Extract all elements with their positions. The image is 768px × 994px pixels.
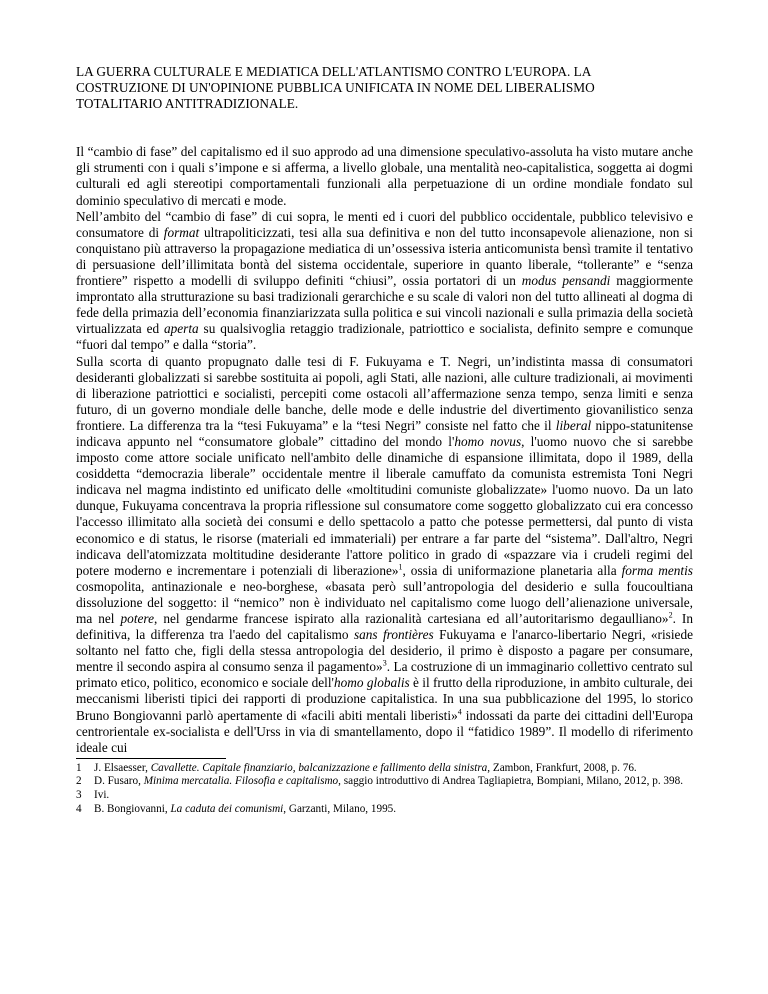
title-line: COSTRUZIONE DI UN'OPINIONE PUBBLICA UNIFICATA IN NOME DEL LIBERALISMO xyxy=(76,80,595,96)
paragraph xyxy=(76,144,693,208)
footnote-ref: 2 xyxy=(668,610,673,620)
text-run: J. Elsaesser, xyxy=(94,761,151,774)
paragraph xyxy=(76,354,693,756)
footnote-text xyxy=(94,775,693,789)
italic-text: potere xyxy=(120,611,154,626)
text-run: ultrapoliticizzati, tesi alla sua definitiva e non del tutto inconsapevole alienazione, non si conquistano più attraverso la propagazione mediatica di un’ossessiva isteria anticomunista bensì tramite il tentativo di persuasione dell’illimitata bontà del sistema occidentale, superiore in quanto liberale, “tollerante” e “senza frontiere” rispetto a modelli di sviluppo definiti “chiusi”, ossia portatori di un xyxy=(76,224,693,289)
footnote-text xyxy=(94,789,693,803)
text-run: . La costruzione di un immaginario collettivo centrato sul primato etico, politico, economico e sociale dell' xyxy=(76,659,694,691)
title-gap xyxy=(76,128,693,144)
text-run: , l'uomo nuovo che si sarebbe imposto come attore sociale unificato nell'ambito delle dinamiche di espansione illimitata, dopo il 1989, della cosiddetta “democrazia liberale” occidentale mentre il liberale camuffato da comunista estremista Toni Negri indicava nel magma indistinto ed unificato delle «moltitudini comuniste globalizzate» l'uomo nuovo. Da un lato dunque, Fukuyama concentrava la propria riflessione sul consumatore come soggetto globalizzato cui era concesso l'accesso illimitato alla società dei consumi e dello spettacolo a patto che potesse permettersi, dal punto di vista economico e di status, le risorse (materiali ed immateriali) per entrare a far parte del “sistema”. Dall'altro, Negri indicava dell'atomizzata moltitudine desiderante l'attore politico in grado di «spazzare via i crudeli regimi del potere moderno e incrementare i potenziali di liberazione» xyxy=(76,433,693,578)
document-title xyxy=(76,64,693,112)
footnote-number: 2 xyxy=(76,775,82,788)
text-run: Sulla scorta di quanto propugnato dalle tesi di F. Fukuyama e T. Negri, un’indistinta massa di consumatori desideranti globalizzati si sarebbe sostituita ai popoli, agli Stati, alle nazioni, alle culture tradizionali, ai movimenti di liberazione patriottici e socialisti, percepiti come ostacoli all’affermazione senza tempo, senza limiti e senza futuro, di un governo mondiale delle banche, delle mode e delle industrie del divertimento giovanilistico senza frontiere. La differenza tra la “tesi Fukuyama” e la “tesi Negri” consiste nel fatto che il xyxy=(76,353,693,433)
footnote-ref: 3 xyxy=(382,658,387,668)
paragraph xyxy=(76,209,693,354)
text-run: maggiormente improntato alla strutturazione su basi tradizionali gerarchiche e su scale di valori non del tutto allineati al dogma di fede della primazia dell’economia finanziarizzata sulla politica e sui vincoli nazionali e sulla primazia della società virtualizzata ed xyxy=(76,273,693,337)
text-run: Ivi. xyxy=(94,789,110,802)
italic-text: modus pensandi xyxy=(521,273,611,289)
italic-text: forma mentis xyxy=(621,562,693,578)
footnote-number: 3 xyxy=(76,789,82,802)
title-line: LA GUERRA CULTURALE E MEDIATICA DELL'ATLANTISMO CONTRO L'EUROPA. LA xyxy=(76,64,592,79)
text-run: , Zambon, Frankfurt, 2008, p. 76. xyxy=(487,761,637,774)
text-run: è il frutto della riproduzione, in ambito culturale, dei meccanismi liberisti tipici dei rapporti di produzione capitalistica. In una sua pubblicazione del 1995, lo storico Bruno Bongiovanni parlò apertamente di «facili abiti mentali liberisti» xyxy=(76,675,693,723)
footnotes xyxy=(76,762,693,816)
italic-text: liberal xyxy=(555,417,592,433)
italic-text: aperta xyxy=(163,321,199,337)
text-run: . In definitiva, la differenza tra l'aedo del capitalismo xyxy=(76,611,693,643)
text-run: , saggio introduttivo di Andrea Tagliapietra, Bompiani, Milano, 2012, p. 398. xyxy=(338,775,684,788)
text-run: , Garzanti, Milano, 1995. xyxy=(283,802,397,815)
footnote-text xyxy=(94,803,693,817)
text-run: , ossia di uniformazione planetaria alla xyxy=(402,562,622,578)
italic-text: homo globalis xyxy=(333,675,410,691)
footnote-text xyxy=(94,762,693,776)
italic-text: La caduta dei comunismi xyxy=(170,802,284,815)
text-run: indossati da parte dei cittadini dell'Europa centrorientale ex-socialista e dell'Urss in via di smantellamento, dopo il “fatidico 1989”. Il modello di riferimento ideale cui xyxy=(76,707,693,755)
text-run: Fukuyama e l'anarco-libertario Negri, «risiede soltanto nel fatto che, figli della stessa antropologia del desiderio, il primo è disposto a pagare per consumare, mentre il secondo aspira al consumo senza il pagamento» xyxy=(76,627,693,675)
italic-text: Minima mercatalia. Filosofia e capitalismo xyxy=(143,775,339,788)
italic-text: homo novus xyxy=(454,433,522,449)
title-gap xyxy=(76,112,693,128)
body-text xyxy=(76,144,693,756)
text-run: D. Fusaro, xyxy=(94,775,144,788)
footnote-number: 4 xyxy=(76,802,82,815)
footnote-ref: 1 xyxy=(398,562,403,572)
footnote xyxy=(76,789,693,803)
footnote xyxy=(76,775,693,789)
italic-text: format xyxy=(163,224,200,240)
text-run: nippo-statunitense indicava appunto nel “consumatore globale” cittadino del mondo l' xyxy=(76,417,693,449)
document-page xyxy=(76,64,693,816)
text-run: B. Bongiovanni, xyxy=(94,802,171,815)
text-run: Nell’ambito del “cambio di fase” di cui sopra, le menti ed i cuori del pubblico occidentale, pubblico televisivo e consumatore di xyxy=(76,208,693,240)
italic-text: Cavallette. Capitale finanziario, balcanizzazione e fallimento della sinistra xyxy=(150,761,488,774)
footnote xyxy=(76,803,693,817)
italic-text: sans frontières xyxy=(353,627,434,643)
text-run: Il “cambio di fase” del capitalismo ed il suo approdo ad una dimensione speculativo-assoluta ha visto mutare anche gli strumenti con i quali s’impone e si afferma, a livello globale, una mentalità neo-capitalistica, soggetta ai dogmi culturali ed agli stereotipi comportamentali funzionali alla perpetuazione di un ordine mondiale fondato sul dominio speculativo di mercati e mode. xyxy=(76,144,693,208)
text-run: , nel gendarme francese ispirato alla razionalità cartesiana ed all’autoritarismo degaulliano» xyxy=(154,611,669,626)
footnote-separator xyxy=(76,758,226,759)
footnote-number: 1 xyxy=(76,761,82,774)
footnote xyxy=(76,762,693,776)
text-run: su qualsivoglia retaggio tradizionale, patriottico e socialista, definito sempre e comunque “fuori dal tempo” e dalla “storia”. xyxy=(76,321,694,353)
footnote-ref: 4 xyxy=(457,707,462,717)
text-run: cosmopolita, antinazionale e neo-borghese, «basata però sull’antropologia del desiderio e sulla foucoultiana dissoluzione del soggetto: il “nemico” non è individuato nel capitalismo come luogo dell’alienazione universale, ma nel xyxy=(76,578,693,626)
title-line: TOTALITARIO ANTITRADIZIONALE. xyxy=(76,96,299,112)
